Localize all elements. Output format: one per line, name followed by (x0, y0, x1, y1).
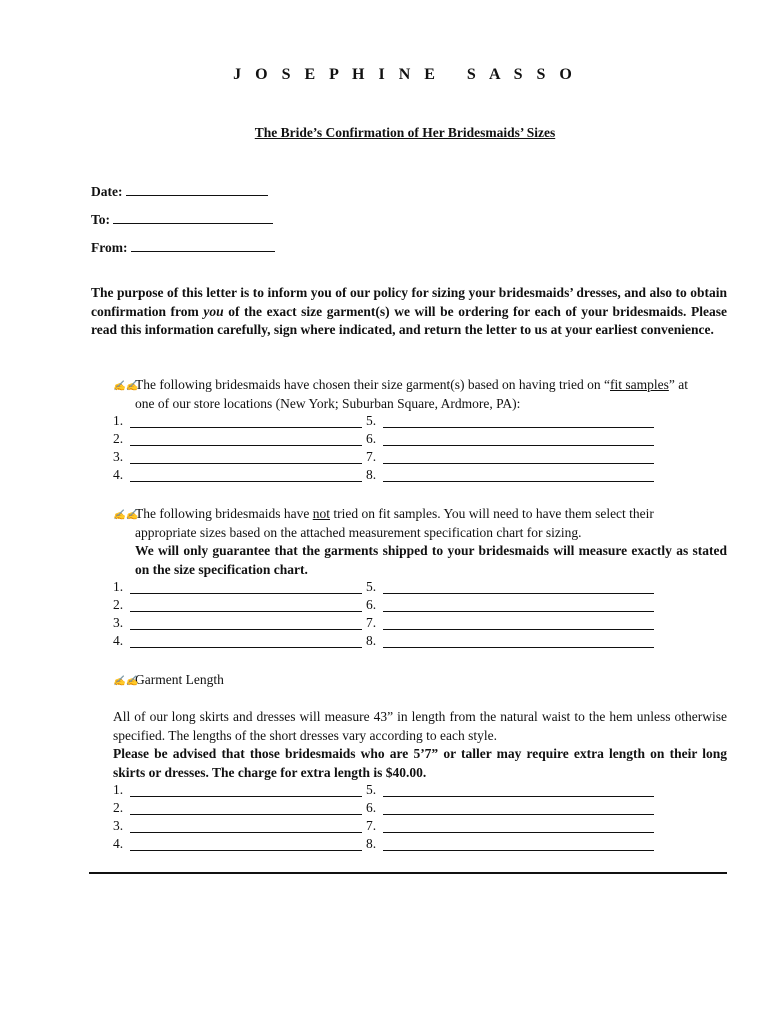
list-row (113, 431, 658, 449)
entry-number: 2. (113, 800, 124, 815)
entry-number: 4. (113, 633, 124, 648)
section2-guarantee-note: We will only guarantee that the garments shipped to your bridesmaids will measure exactly as stated on the size specification chart. (135, 543, 727, 577)
entry-number: 4. (113, 467, 124, 482)
entry-blank-line[interactable] (383, 814, 654, 815)
entry-blank-line[interactable] (130, 814, 362, 815)
entry-number: 5. (366, 579, 377, 594)
entry-number: 2. (113, 597, 124, 612)
entry-blank-line[interactable] (383, 593, 654, 594)
section-garment-length (113, 671, 727, 690)
list-entry (113, 431, 363, 449)
entry-blank-line[interactable] (383, 445, 654, 446)
to-field (91, 211, 273, 228)
entry-number: 7. (366, 615, 377, 630)
entry-blank-line[interactable] (383, 463, 654, 464)
list-entry (113, 467, 363, 485)
section1-text-2: ” at (668, 377, 688, 392)
list-row (113, 615, 658, 633)
entry-blank-line[interactable] (383, 481, 654, 482)
list-entry (113, 615, 363, 633)
to-blank[interactable] (113, 211, 273, 224)
to-label: To: (91, 212, 111, 227)
list-entry (113, 449, 363, 467)
entry-blank-line[interactable] (383, 832, 654, 833)
entry-blank-line[interactable] (130, 427, 362, 428)
list-row (113, 449, 658, 467)
entry-number: 4. (113, 836, 124, 851)
entry-number: 8. (366, 633, 377, 648)
list-entry (366, 836, 658, 854)
section2-text-1: The following bridesmaids have (135, 506, 313, 521)
entry-blank-line[interactable] (383, 427, 654, 428)
list-entry (366, 413, 658, 431)
from-blank[interactable] (131, 239, 275, 252)
section2-line2: appropriate sizes based on the attached measurement specification chart for sizing. (135, 525, 582, 540)
list-entry (366, 431, 658, 449)
entry-blank-line[interactable] (383, 611, 654, 612)
list-entry (366, 818, 658, 836)
entry-blank-line[interactable] (130, 611, 362, 612)
garment-length-paragraph: All of our long skirts and dresses will measure 43” in length from the natural waist to the hem unless otherwise specified. The lengths of the short dresses vary according to each style. (113, 709, 727, 743)
entry-number: 7. (366, 449, 377, 464)
list-entry (366, 597, 658, 615)
list-row (113, 597, 658, 615)
extra-length-note: Please be advised that those bridesmaids who are 5’7” or taller may require extra length on their long skirts or dresses. The charge for extra length is $40.00. (113, 746, 727, 780)
entry-blank-line[interactable] (130, 832, 362, 833)
list-entry (113, 782, 363, 800)
entry-number: 2. (113, 431, 124, 446)
list-entry (113, 800, 363, 818)
list-entry (113, 597, 363, 615)
date-blank[interactable] (126, 183, 268, 196)
entry-number: 6. (366, 800, 377, 815)
entry-number: 6. (366, 431, 377, 446)
entry-blank-line[interactable] (383, 647, 654, 648)
list-entry (113, 633, 363, 651)
entry-number: 1. (113, 413, 124, 428)
entry-number: 7. (366, 818, 377, 833)
entry-blank-line[interactable] (383, 796, 654, 797)
list-row (113, 579, 658, 597)
entry-number: 8. (366, 467, 377, 482)
purpose-text-1: The purpose of this letter is to inform you of our policy for sizing your bridesmaids’ dresses, and also to obtain confirmation from (91, 285, 727, 319)
list-entry (366, 449, 658, 467)
section1-text-1: The following bridesmaids have chosen their size garment(s) based on having tried on “ (135, 377, 610, 392)
entry-blank-line[interactable] (130, 445, 362, 446)
list-row (113, 413, 658, 431)
list-entry (366, 615, 658, 633)
entry-number: 1. (113, 782, 124, 797)
entry-number: 8. (366, 836, 377, 851)
purpose-text-2: of the exact size garment(s) we will be ordering for each of your bridesmaids. Please read this information carefully, sign where indicated, and return the letter to us at your earliest convenience. (91, 303, 727, 337)
list-entry (366, 633, 658, 651)
entry-blank-line[interactable] (383, 629, 654, 630)
list-entry (366, 579, 658, 597)
list-entry (366, 800, 658, 818)
purpose-emphasis: you (203, 303, 224, 319)
entry-number: 3. (113, 818, 124, 833)
section3-heading: Garment Length (135, 672, 224, 687)
list-entry (366, 782, 658, 800)
entry-blank-line[interactable] (130, 629, 362, 630)
section-fit-samples-intro (113, 376, 727, 395)
list-row (113, 800, 658, 818)
writing-hand-icon: ✍✍ (113, 381, 138, 392)
list-row (113, 836, 658, 854)
bottom-rule (89, 872, 727, 874)
list-entry (113, 579, 363, 597)
list-row (113, 818, 658, 836)
section1-line2: one of our store locations (New York; Suburban Square, Ardmore, PA): (135, 396, 521, 411)
purpose-paragraph (91, 284, 727, 340)
from-field (91, 239, 275, 256)
from-label: From: (91, 240, 128, 255)
entry-number: 1. (113, 579, 124, 594)
entry-blank-line[interactable] (130, 796, 362, 797)
list-entry (113, 413, 363, 431)
entry-blank-line[interactable] (130, 463, 362, 464)
entry-number: 5. (366, 782, 377, 797)
section-no-fit-samples-intro (113, 505, 727, 524)
writing-hand-icon: ✍✍ (113, 676, 138, 687)
entry-blank-line[interactable] (130, 647, 362, 648)
list-row (113, 633, 658, 651)
entry-blank-line[interactable] (130, 850, 362, 851)
writing-hand-icon: ✍✍ (113, 510, 138, 521)
entry-blank-line[interactable] (130, 481, 362, 482)
list-entry (366, 467, 658, 485)
list-entry (113, 818, 363, 836)
section2-underlined: not (312, 506, 330, 521)
entry-number: 3. (113, 449, 124, 464)
entry-number: 5. (366, 413, 377, 428)
date-field (91, 183, 268, 200)
entry-blank-line[interactable] (130, 593, 362, 594)
entry-blank-line[interactable] (383, 850, 654, 851)
document-title: The Bride’s Confirmation of Her Bridesmaids’ Sizes (254, 125, 556, 140)
entry-number: 6. (366, 597, 377, 612)
brand-name: J O S E P H I N E S A S S O (233, 66, 577, 83)
list-row (113, 782, 658, 800)
entry-number: 3. (113, 615, 124, 630)
list-entry (113, 836, 363, 854)
date-label: Date: (91, 184, 123, 199)
section2-text-2: tried on fit samples. You will need to have them select their (329, 506, 654, 521)
section1-underlined: fit samples (610, 377, 669, 392)
list-row (113, 467, 658, 485)
